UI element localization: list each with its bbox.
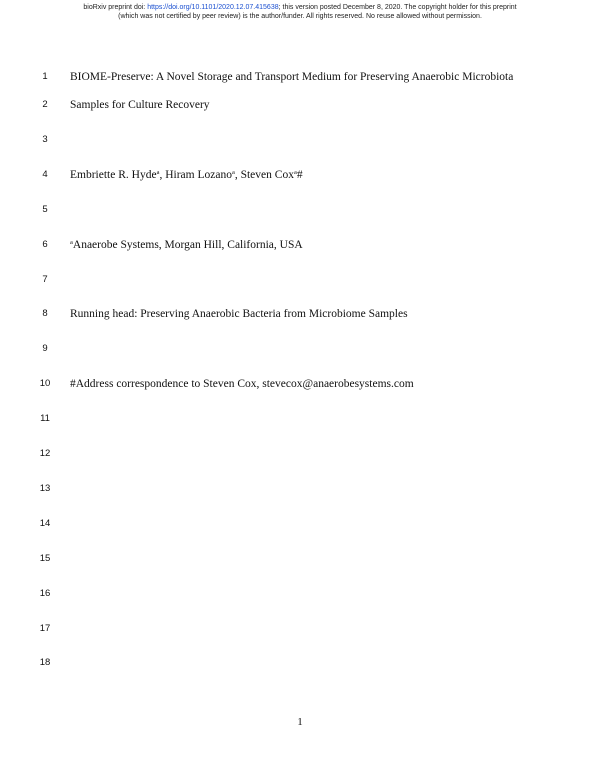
author-separator: ,	[234, 169, 241, 181]
affiliation-mark: a	[231, 169, 235, 176]
manuscript-line-2	[0, 98, 600, 112]
header-suffix: ; this version posted December 8, 2020. The copyright holder for this preprint	[278, 4, 517, 11]
line-number: 5	[42, 204, 48, 215]
line-number: 6	[42, 239, 48, 250]
line-number: 12	[39, 448, 51, 459]
manuscript-line-3	[0, 133, 600, 147]
manuscript-line-1	[0, 70, 600, 84]
title-line-1: BIOME-Preserve: A Novel Storage and Transport Medium for Preserving Anaerobic Microbiota	[70, 71, 514, 83]
line-number: 9	[42, 343, 48, 354]
affiliation-mark: a	[156, 169, 160, 176]
line-number: 7	[42, 274, 48, 285]
affiliation-mark: a	[293, 169, 297, 176]
correspondence-mark: #	[296, 169, 303, 181]
line-number: 4	[42, 169, 48, 180]
affiliation-mark: a	[70, 239, 73, 246]
line-number: 2	[42, 99, 48, 110]
author-separator: ,	[159, 169, 166, 181]
line-number: 15	[39, 553, 51, 564]
line-number: 11	[40, 413, 50, 424]
line-number: 13	[39, 483, 51, 494]
title-line-2: Samples for Culture Recovery	[70, 99, 210, 111]
author-name: Embriette R. Hyde	[70, 169, 157, 181]
manuscript-line-14	[0, 517, 600, 531]
manuscript-line-6	[0, 238, 600, 252]
preprint-header	[0, 4, 600, 21]
header-prefix: bioRxiv preprint doi:	[83, 4, 148, 11]
line-number: 10	[39, 378, 51, 389]
author-list	[70, 168, 303, 182]
affiliation-text: Anaerobe Systems, Morgan Hill, California, USA	[72, 239, 303, 251]
manuscript-line-10	[0, 377, 600, 391]
line-number: 18	[39, 657, 51, 668]
manuscript-line-5	[0, 203, 600, 217]
line-number: 17	[39, 623, 51, 634]
doi-link[interactable]: https://doi.org/10.1101/2020.12.07.415638	[147, 4, 279, 11]
correspondence-address: #Address correspondence to Steven Cox, stevecox@anaerobesystems.com	[70, 378, 414, 390]
page-number: 1	[297, 716, 303, 728]
line-number: 14	[39, 518, 51, 529]
line-number: 3	[42, 134, 48, 145]
line-number: 8	[42, 308, 48, 319]
manuscript-line-16	[0, 587, 600, 601]
manuscript-line-9	[0, 342, 600, 356]
manuscript-line-13	[0, 482, 600, 496]
author-name: Hiram Lozano	[165, 169, 232, 181]
author-name: Steven Cox	[240, 169, 294, 181]
manuscript-line-15	[0, 552, 600, 566]
line-number: 16	[39, 588, 51, 599]
manuscript-line-18	[0, 656, 600, 670]
manuscript-line-4	[0, 168, 600, 182]
preprint-header-line-1	[0, 4, 600, 13]
affiliation	[70, 238, 303, 252]
manuscript-line-7	[0, 273, 600, 287]
preprint-header-line-2: (which was not certified by peer review) is the author/funder. All rights reserved. No reuse allowed without permission.	[118, 12, 482, 20]
manuscript-line-8	[0, 307, 600, 321]
line-number: 1	[42, 71, 48, 82]
manuscript-line-12	[0, 447, 600, 461]
manuscript-line-17	[0, 622, 600, 636]
manuscript-line-11	[0, 412, 600, 426]
running-head: Running head: Preserving Anaerobic Bacteria from Microbiome Samples	[70, 308, 408, 320]
